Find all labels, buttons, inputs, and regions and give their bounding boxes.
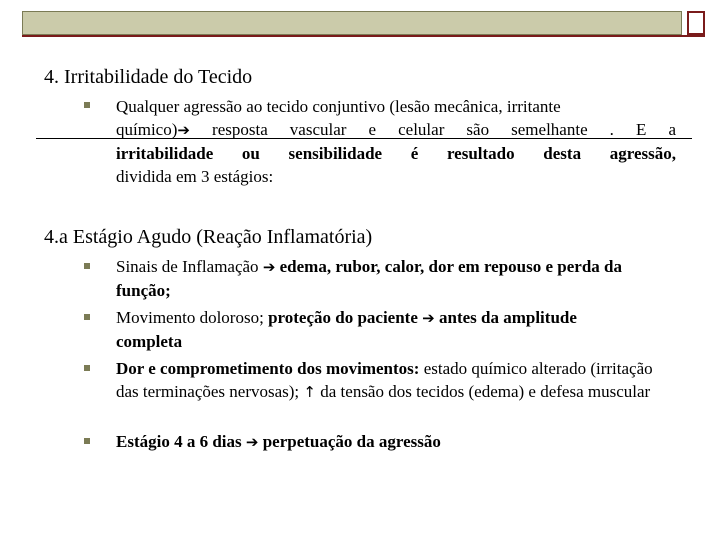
list-item: Estágio 4 a 6 dias ➔ perpetuação da agressão	[116, 432, 441, 451]
bullet1-line1: Qualquer agressão ao tecido conjuntivo (lesão mecânica, irritante	[116, 97, 561, 116]
arrow-right-icon: ➔	[422, 309, 435, 327]
title-bar-decoration	[22, 11, 682, 35]
bullet1-bold-line: irritabilidade ou sensibilidade é resultado desta agressão,	[116, 144, 676, 163]
bullet1-line2: químico)➔ resposta vascular e celular são semelhante . E a	[116, 120, 676, 139]
arrow-right-icon: ➔	[177, 121, 190, 139]
section2-heading: 4.a Estágio Agudo (Reação Inflamatória)	[44, 226, 373, 248]
section1-bullet-paragraph	[116, 95, 676, 188]
corner-box-decoration	[687, 11, 705, 35]
bullet-square-icon	[84, 102, 90, 108]
arrow-up-icon: ↑	[303, 383, 316, 401]
arrow-right-icon: ➔	[262, 258, 276, 276]
list-item: Movimento doloroso; proteção do paciente ➔ antes da amplitude completa	[116, 308, 577, 351]
bullet1-line4: dividida em 3 estágios:	[116, 167, 274, 186]
arrow-right-icon: ➔	[245, 433, 259, 451]
list-item: Dor e comprometimento dos movimentos: estado químico alterado (irritação das terminações nervosas); ↑ da tensão dos tecidos (edema) e defesa muscular	[116, 359, 653, 401]
list-item: Sinais de Inflamação ➔ edema, rubor, calor, dor em repouso e perda da função;	[116, 257, 622, 300]
section1-heading: 4. Irritabilidade do Tecido	[44, 66, 253, 88]
bullet-square-icon	[84, 438, 90, 444]
title-bar-rule	[22, 35, 705, 37]
bullet-square-icon	[84, 365, 90, 371]
bullet-square-icon	[84, 314, 90, 320]
bullet-square-icon	[84, 263, 90, 269]
